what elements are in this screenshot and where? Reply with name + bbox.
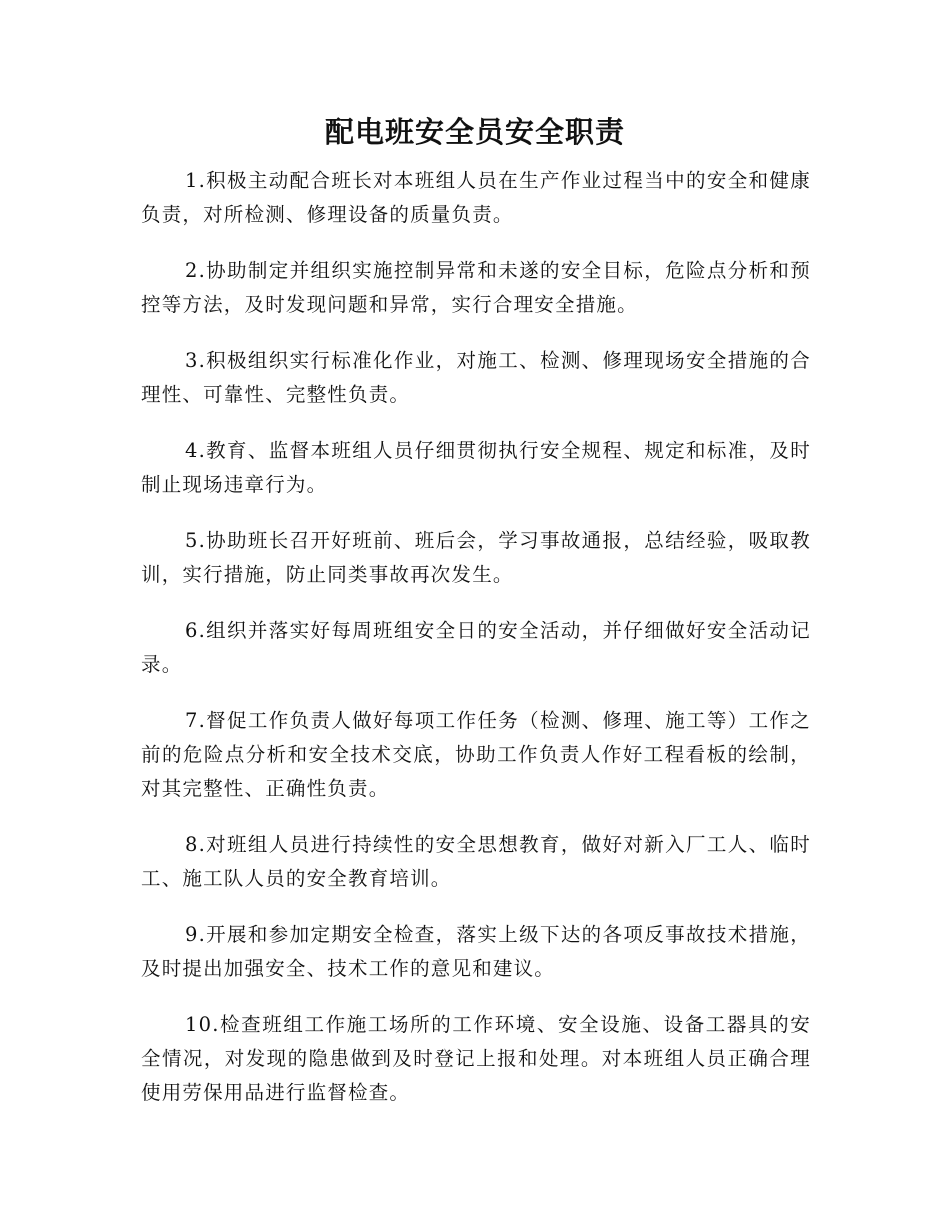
duty-item-1: 1.积极主动配合班长对本班组人员在生产作业过程当中的安全和健康负责，对所检测、修理设备的质量负责。 bbox=[141, 169, 811, 226]
duty-item-7: 7.督促工作负责人做好每项工作任务（检测、修理、施工等）工作之前的危险点分析和安全技术交底，协助工作负责人作好工程看板的绘制，对其完整性、正确性负责。 bbox=[141, 709, 811, 800]
duty-item-10: 10.检查班组工作施工场所的工作环境、安全设施、设备工器具的安全情况，对发现的隐患做到及时登记上报和处理。对本班组人员正确合理使用劳保用品进行监督检查。 bbox=[141, 1013, 811, 1104]
duty-item-2: 2.协助制定并组织实施控制异常和未遂的安全目标，危险点分析和预控等方法，及时发现问题和异常，实行合理安全措施。 bbox=[141, 259, 811, 316]
duty-list bbox=[141, 164, 811, 1132]
duty-item-3: 3.积极组织实行标准化作业，对施工、检测、修理现场安全措施的合理性、可靠性、完整性负责。 bbox=[141, 349, 811, 406]
duty-item-5: 5.协助班长召开好班前、班后会，学习事故通报，总结经验，吸取教训，实行措施，防止同类事故再次发生。 bbox=[141, 529, 811, 586]
document-title: 配电班安全员安全职责 bbox=[324, 115, 625, 149]
duty-item-9: 9.开展和参加定期安全检查，落实上级下达的各项反事故技术措施，及时提出加强安全、技术工作的意见和建议。 bbox=[141, 923, 811, 980]
duty-item-8: 8.对班组人员进行持续性的安全思想教育，做好对新入厂工人、临时工、施工队人员的安全教育培训。 bbox=[141, 833, 811, 890]
duty-item-6: 6.组织并落实好每周班组安全日的安全活动，并仔细做好安全活动记录。 bbox=[141, 619, 811, 676]
duty-item-4: 4.教育、监督本班组人员仔细贯彻执行安全规程、规定和标准，及时制止现场违章行为。 bbox=[141, 439, 811, 496]
